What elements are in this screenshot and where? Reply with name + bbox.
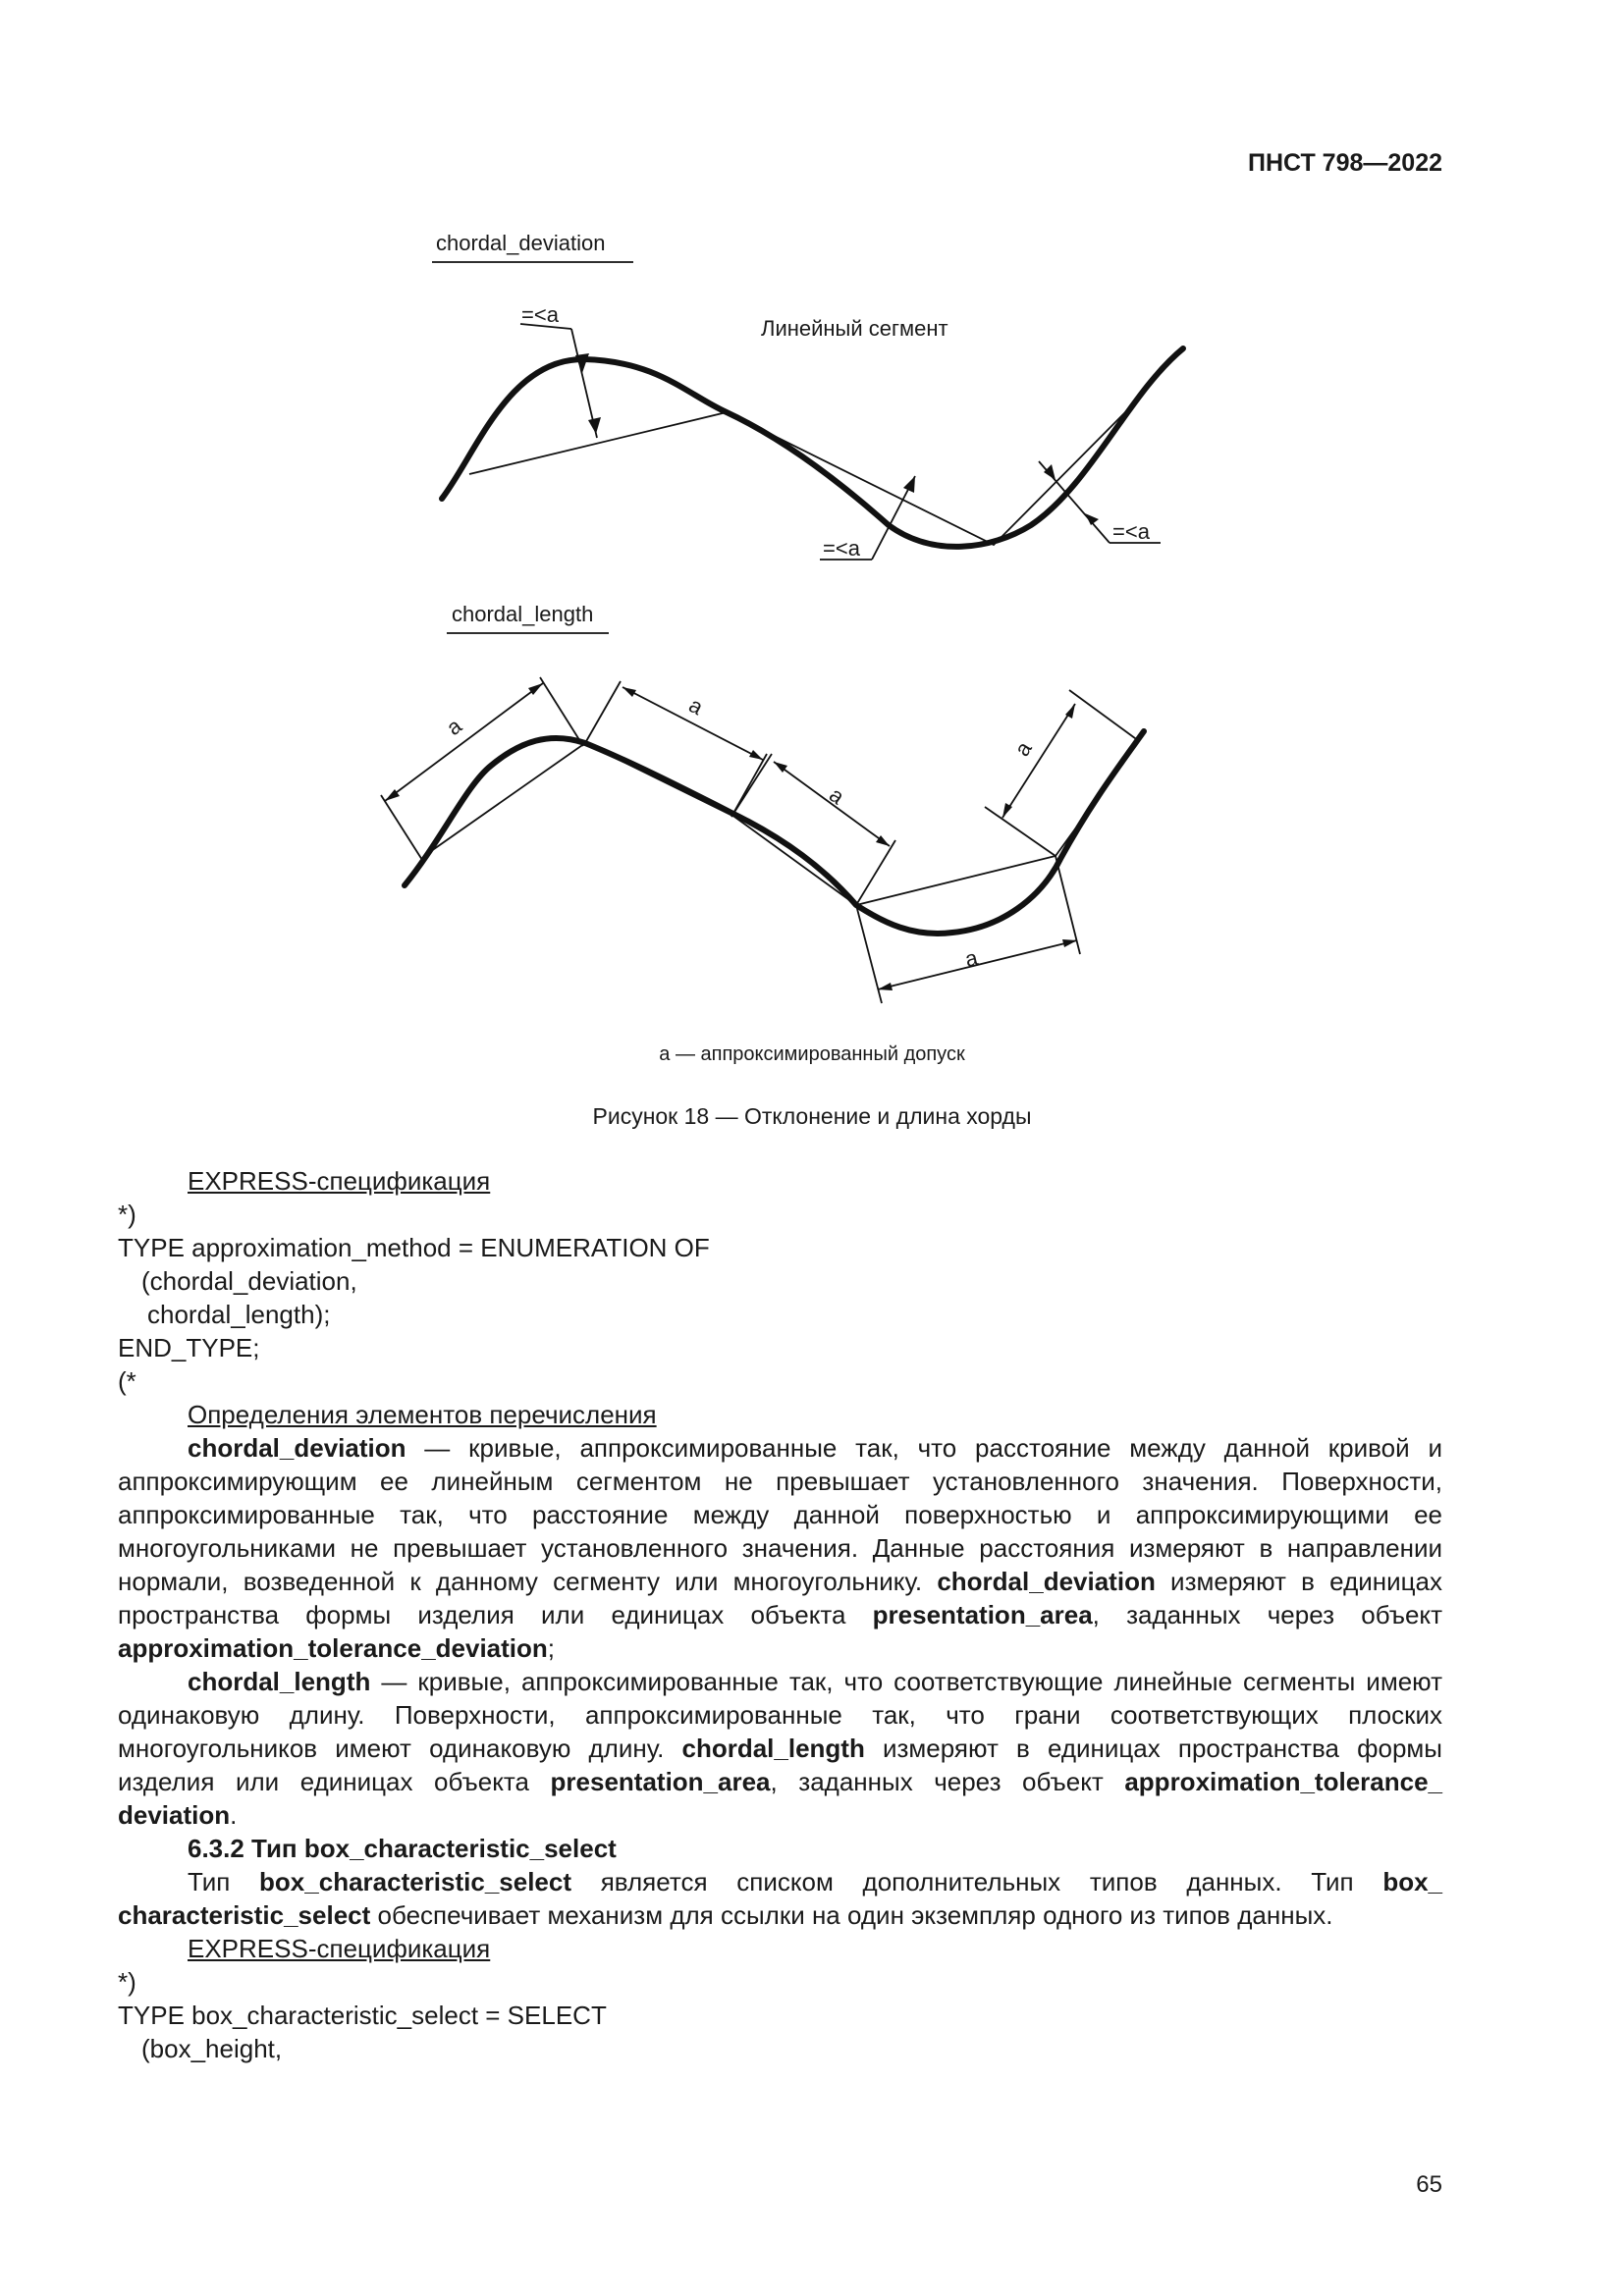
dimension-label-5: a <box>1009 737 1037 761</box>
dimension-line-5 <box>1002 704 1075 818</box>
figure-legend: a — аппроксимированный допуск <box>659 1043 965 1065</box>
code-line: TYPE approximation_method = ENUMERATION OF <box>118 1233 710 1262</box>
top-title: chordal_deviation <box>436 231 606 255</box>
definition-chordal-deviation: chordal_deviation — кривые, аппроксимированные так, что расстояние между данной кривой и аппроксимирующим ее линейным сегментом не превышает установленного значения. Поверхности, аппроксимированные так, что расстояние между данной поверхностью и аппроксимирующими ее многоугольниками не превышает установленного значения. Данные расстояния измеряют в направлении нормали, возведенной к данному сегменту или многоугольнику. chordal_deviation измеряют в единицах пространства формы изделия или единицах объекта presentation_area, заданных через объект approximation_tolerance_deviation; <box>118 1433 1443 1663</box>
dimension-label-1: a <box>441 713 466 740</box>
definition-chordal-length: chordal_length — кривые, аппроксимированные так, что соответствующие линейные сегменты имеют одинаковую длину. Поверхности, аппроксимированные так, что грани соответствующих плоских многоугольников имеют одинаковую длину. chordal_length измеряют в единицах пространства формы изделия или единицах объекта presentation_area, заданных через объект approximation_tolerance_ deviation. <box>118 1667 1442 1830</box>
code-line: END_TYPE; <box>118 1333 260 1362</box>
bottom-title: chordal_length <box>452 602 594 626</box>
code-line: TYPE box_characteristic_select = SELECT <box>118 2001 607 2030</box>
definitions-heading: Определения элементов перечисления <box>188 1400 657 1429</box>
figure-18 <box>0 0 1624 1041</box>
code-line: *) <box>118 1200 136 1229</box>
section-paragraph: Тип box_characteristic_select является списком дополнительных типов данных. Тип box_ characteristic_select обеспечивает механизм для ссылки на один экземпляр одного из типов данных. <box>118 1867 1442 1930</box>
express-heading-2: EXPRESS-спецификация <box>188 1934 491 1963</box>
tolerance-label-3: =<a <box>1112 519 1150 544</box>
figure-caption: Рисунок 18 — Отклонение и длина хорды <box>592 1103 1032 1129</box>
dimension-line-1 <box>385 683 543 801</box>
document-id: ПНСТ 798—2022 <box>1248 149 1442 177</box>
dimension-label-3: a <box>825 781 849 810</box>
code-line: (box_height, <box>141 2034 283 2063</box>
tolerance-label-1: =<a <box>521 302 559 327</box>
section-heading: 6.3.2 Тип box_characteristic_select <box>188 1834 617 1863</box>
segment-label: Линейный сегмент <box>761 316 948 341</box>
page-number: 65 <box>1416 2171 1442 2198</box>
code-line: (* <box>118 1366 136 1396</box>
express-heading-1: EXPRESS-спецификация <box>188 1166 491 1196</box>
code-line: chordal_length); <box>147 1300 331 1329</box>
deviation-curve <box>442 348 1183 547</box>
code-line: (chordal_deviation, <box>141 1266 357 1296</box>
code-line: *) <box>118 1967 136 1997</box>
tolerance-label-2: =<a <box>823 536 860 561</box>
dimension-label-4: a <box>962 944 981 972</box>
dimension-label-2: a <box>684 692 708 721</box>
body-text <box>118 1164 1442 2065</box>
